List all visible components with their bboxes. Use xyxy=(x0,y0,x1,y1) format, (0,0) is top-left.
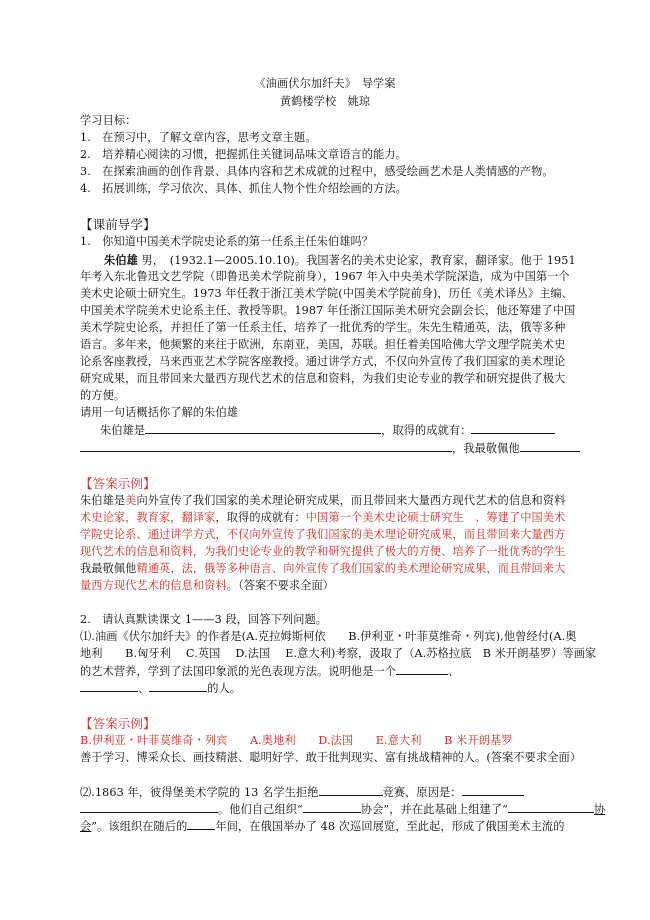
bio-text: 男， (1932.1—2005.10.10)。我国著名的美术史论家，教育家，翻译家。他于 1951 xyxy=(137,254,576,267)
answer2-line: 善于学习、博采众长、画技精湛、聪明好学、敢于批判现实、富有挑战精神的人。(答案不要求全面） xyxy=(80,751,582,764)
question-2: 2. 请认真默读课文 1——3 段，回答下列问题。 xyxy=(80,613,328,626)
q2-part2-line xyxy=(80,784,580,801)
objective-item: 1. 在预习中，了解文章内容，思考文章主题。 xyxy=(80,131,317,144)
objective-item: 3. 在探索油画的创作背景、具体内容和艺术成就的过程中，感受绘画艺术是人类情感的产物。 xyxy=(80,165,554,178)
answer-blank[interactable] xyxy=(303,801,361,813)
objective-item: 4. 拓展训练，学习依次、具体、抓住人物个性介绍绘画的方法。 xyxy=(80,182,407,195)
question-1: 1. 你知道中国美术学院史论系的第一任系主任朱伯雄吗？ xyxy=(80,235,374,248)
fill-label: ，取得的成就有： xyxy=(381,424,472,437)
bio-first-line xyxy=(104,252,604,269)
fill-line-1 xyxy=(100,422,600,439)
fill-label: ，我最敬佩他 xyxy=(452,442,520,455)
bio-line: 的方便。 xyxy=(80,389,126,402)
q2-part1-line xyxy=(80,663,580,680)
bio-line: 论系客座教授，马来西亚艺术学院客座教授。通过讲学方式，不仅向外宣传了我们国家的美术理论 xyxy=(80,355,566,368)
answer-blank[interactable] xyxy=(319,784,383,796)
doc-title: 《油画伏尔加纤夫》 导学案 xyxy=(254,77,396,90)
question-text: 竞赛，原因是： xyxy=(382,786,462,799)
answer1-line: 现代艺术的信息和资料，为我们史论专业的教学和研究提供了极大的方便、培养了一批优秀的学生 xyxy=(80,545,566,558)
answer-text: 我最敬佩他 xyxy=(80,562,137,575)
answer-blank[interactable] xyxy=(145,422,381,434)
answer-blank[interactable] xyxy=(396,663,448,675)
answer-text: ，取得的成就有： xyxy=(215,511,306,524)
answer-text-red: 术史论家，教育家，翻译家 xyxy=(80,511,216,524)
q2-part2-line xyxy=(80,818,580,835)
answer1-line xyxy=(80,510,580,526)
question-text: ”。该组织在随后的 xyxy=(91,820,188,833)
answer-text-red: 量西方现代艺术的信息和资料 xyxy=(80,579,227,592)
answer1-line xyxy=(80,578,580,594)
question-text: 。他们自己组织“ xyxy=(218,803,303,816)
answer-text-red: 美 xyxy=(125,494,137,507)
bio-name: 朱伯雄 xyxy=(104,253,138,267)
answer-text-red: 精通英，法，俄等多种语言、向外宣传了我们国家的美术理论研究成果，而且带回来大 xyxy=(136,562,566,575)
bio-line: 中国美术学院美术史论系主任、教授等职。1987 年任浙江国际美术研究会副会长，他还筹建了中国 xyxy=(80,304,576,317)
question-text: ⑵.1863 年，彼得堡美术学院的 13 名学生拒绝 xyxy=(80,786,319,799)
answer-text-red: 中国第一个美术史论硕士研究生 、筹建了中国美术 xyxy=(305,511,566,524)
q2-part1-line: 地利 B.匈牙利 C.英国 D.法国 E.意大利)考察，汲取了（A.苏格拉底 B 米开朗基罗）等画家 xyxy=(80,647,597,660)
question-text: 协 xyxy=(593,803,606,816)
answer-text: 。（答案不要求全面） xyxy=(226,579,335,592)
q2-part1-line xyxy=(80,680,580,697)
answer-blank[interactable] xyxy=(80,680,138,692)
answer-text: 向外宣传了我们国家的美术理论研究成果，而且带回来大量西方现代艺术的信息和资料 xyxy=(136,494,566,507)
objectives-heading: 学习目标： xyxy=(80,114,137,127)
answer1-line xyxy=(80,561,580,577)
answer-blank[interactable] xyxy=(187,818,215,830)
objective-item: 2. 培养精心阅读的习惯，把握抓住关键词品味文章语言的能力。 xyxy=(80,148,407,161)
answer-blank[interactable] xyxy=(508,801,594,813)
question-text: 、 xyxy=(138,682,150,695)
q2-part1-line: ⑴.油画《伏尔加纤夫》的作者是(A.克拉姆斯柯依 B.伊利亚・叶菲莫维奇・列宾),他曾经付(A.奥 xyxy=(80,630,577,643)
fill-line-2 xyxy=(80,440,580,457)
answer1-line xyxy=(80,493,580,509)
fill-label: 朱伯雄是 xyxy=(100,424,146,437)
answer-blank[interactable] xyxy=(471,422,555,434)
question-text: 协会 xyxy=(360,803,384,816)
bio-line: 年考入东北鲁迅文艺学院（即鲁迅美术学院前身），1967 年入中央美术学院深造，成为中国第一个 xyxy=(80,270,570,283)
q2-part2-line xyxy=(80,801,606,818)
question-text: 年间，在俄国举办了 48 次巡回展览，至此起，形成了俄国美术主流的 xyxy=(215,820,565,833)
question-text: 的人。 xyxy=(207,682,242,695)
answer-blank[interactable] xyxy=(80,440,452,452)
bio-line: 美术史论硕士研究生。1973 年任教于浙江美术学院(中国美术学院前身)，历任《美术译丛》主编、 xyxy=(80,287,573,300)
answer-blank[interactable] xyxy=(462,784,524,796)
answer-blank[interactable] xyxy=(149,680,207,692)
bio-line: 语言。多年来，他频繁的来往于欧洲，东南亚，美国，苏联。担任着美国哈佛大学文理学院美术史 xyxy=(80,338,566,351)
answer-blank[interactable] xyxy=(80,801,218,813)
preview-heading: 【课前导学】 xyxy=(80,217,156,232)
question-text: 、 xyxy=(448,665,460,678)
question-text: 的艺术营养，学到了法国印象派的光色表现方法。说明他是一个 xyxy=(80,665,397,678)
bio-line: 研究成果，而且带回来大量西方现代艺术的信息和资料，为我们史论专业的教学和研究提供了极大 xyxy=(80,372,566,385)
answer2-line: B.伊利亚・叶菲莫维奇・列宾 A.奥地利 D.法国 E.意大利 B 米开朗基罗 xyxy=(80,734,513,747)
answer-text: 朱伯雄是 xyxy=(80,494,126,507)
question-text: 会 xyxy=(80,820,92,833)
answer-label-2: 【答案示例】 xyxy=(80,716,156,731)
doc-author: 黄鹤楼学校 姚琼 xyxy=(279,95,371,108)
summary-prompt: 请用一句话概括你了解的朱伯雄 xyxy=(80,406,239,419)
question-text: ”，并在此基础上组建了“ xyxy=(383,803,508,816)
answer1-line: 学院史论系、通过讲学方式，不仅向外宣传了我们国家的美术理论研究成果，而且带回来大量西方 xyxy=(80,528,566,541)
answer-label-1: 【答案示例】 xyxy=(80,476,156,491)
bio-line: 美术学院史论系，并担任了第一任系主任，培养了一批优秀的学生。朱先生精通英，法，俄等多种 xyxy=(80,321,566,334)
answer-blank[interactable] xyxy=(520,440,580,452)
